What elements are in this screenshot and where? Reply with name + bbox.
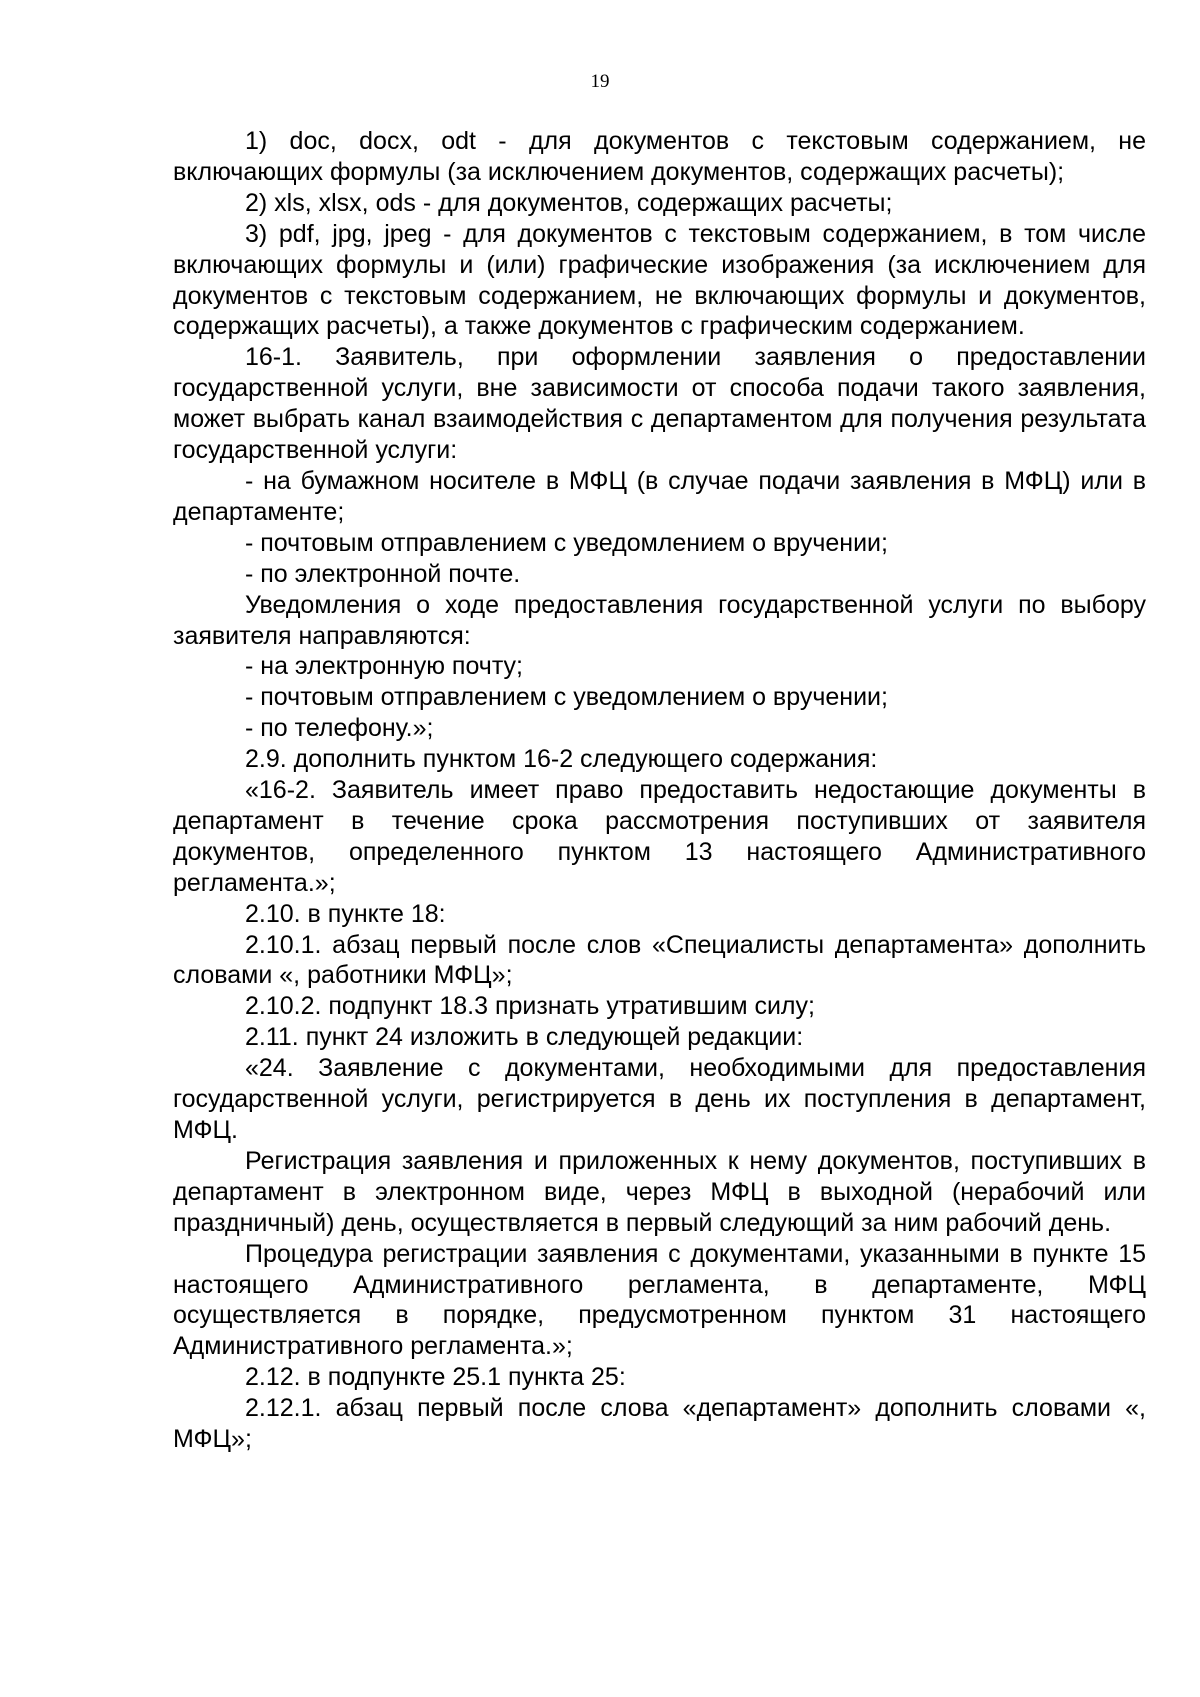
- paragraph-24: «24. Заявление с документами, необходимыми для предоставления государственной услуги, регистрируется в день их поступления в департамент, МФЦ.: [173, 1054, 1146, 1144]
- paragraph-2-10: 2.10. в пункте 18:: [245, 899, 446, 928]
- document-body: [173, 126, 1146, 1455]
- paragraph-procedure: Процедура регистрации заявления с документами, указанными в пункте 15 настоящего Административного регламента, в департаменте, МФЦ осуществляется в порядке, предусмотренном пунктом 31 настоящего Административного регламента.»;: [173, 1239, 1146, 1361]
- list-item-notify-post: - почтовым отправлением с уведомлением о вручении;: [245, 683, 888, 712]
- paragraph-format-pdf: 3) pdf, jpg, jpeg - для документов с текстовым содержанием, в том числе включающих формулы и (или) графические изображения (за исключением для документов с текстовым содержанием, не включающих формулы и документов, содержащих расчеты), а также документов с графическим содержанием.: [173, 219, 1146, 341]
- paragraph-2-9: 2.9. дополнить пунктом 16-2 следующего содержания:: [245, 745, 878, 774]
- list-item-email: - по электронной почте.: [245, 559, 521, 588]
- list-item-notify-phone: - по телефону.»;: [245, 714, 434, 743]
- paragraph-16-2: «16-2. Заявитель имеет право предоставить недостающие документы в департамент в течение срока рассмотрения поступивших от заявителя документов, определенного пунктом 13 настоящего Административного регламента.»;: [173, 776, 1146, 897]
- list-item-post: - почтовым отправлением с уведомлением о вручении;: [245, 528, 888, 557]
- paragraph-2-10-2: 2.10.2. подпункт 18.3 признать утратившим силу;: [245, 992, 815, 1021]
- paragraph-registration: Регистрация заявления и приложенных к нему документов, поступивших в департамент в электронном виде, через МФЦ в выходной (нерабочий или праздничный) день, осуществляется в первый следующий за ним рабочий день.: [173, 1146, 1146, 1237]
- paragraph-2-10-1: 2.10.1. абзац первый после слов «Специалисты департамента» дополнить словами «, работники МФЦ»;: [173, 930, 1146, 990]
- paragraph-16-1: 16-1. Заявитель, при оформлении заявления о предоставлении государственной услуги, вне зависимости от способа подачи такого заявления, может выбрать канал взаимодействия с департаментом для получения результата государственной услуги:: [173, 343, 1146, 465]
- paragraph-2-12: 2.12. в подпункте 25.1 пункта 25:: [245, 1363, 626, 1392]
- paragraph-notifications: Уведомления о ходе предоставления государственной услуги по выбору заявителя направляются:: [173, 590, 1146, 650]
- list-item-paper: - на бумажном носителе в МФЦ (в случае подачи заявления в МФЦ) или в департаменте;: [173, 466, 1146, 526]
- list-item-notify-email: - на электронную почту;: [245, 652, 524, 681]
- paragraph-2-12-1: 2.12.1. абзац первый после слова «департамент» дополнить словами «, МФЦ»;: [173, 1394, 1146, 1454]
- paragraph-2-11: 2.11. пункт 24 изложить в следующей редакции:: [245, 1023, 804, 1052]
- paragraph-format-doc: 1) doc, docx, odt - для документов с текстовым содержанием, не включающих формулы (за исключением документов, содержащих расчеты);: [173, 127, 1146, 186]
- paragraph-format-xls: 2) xls, xlsx, ods - для документов, содержащих расчеты;: [245, 188, 893, 217]
- page-number: 19: [590, 71, 610, 92]
